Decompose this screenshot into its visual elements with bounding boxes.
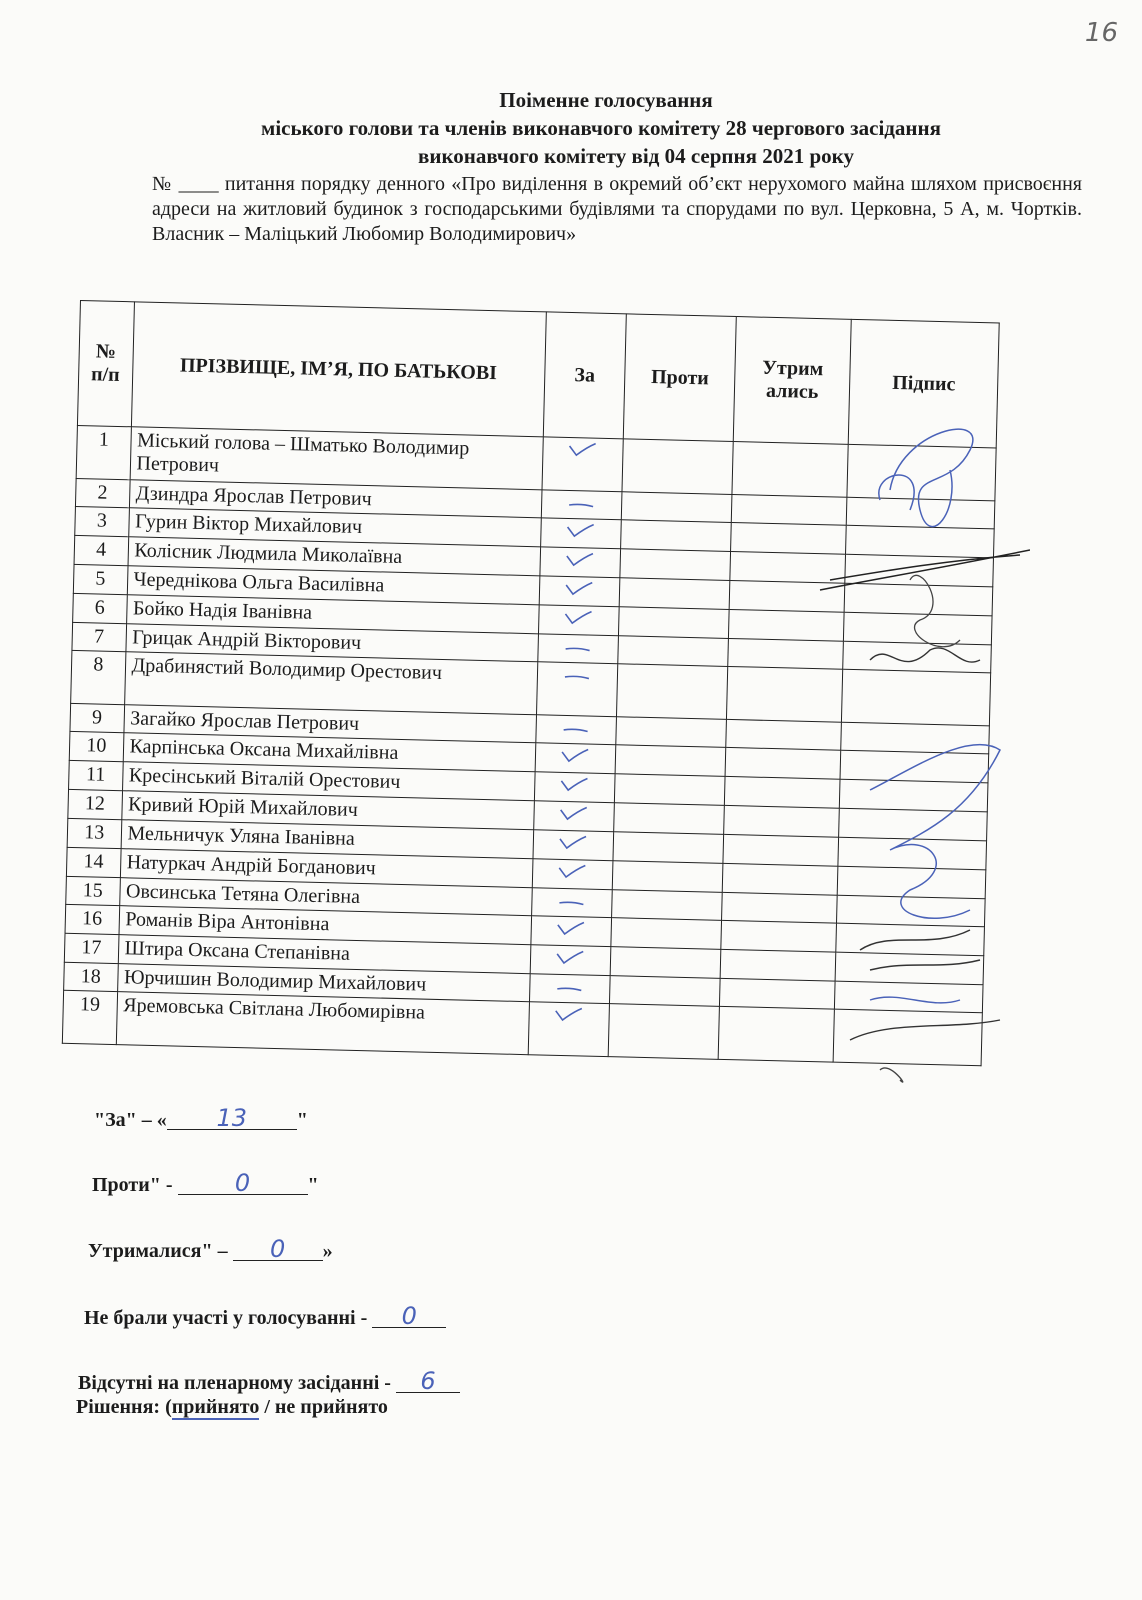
vote-for-cell bbox=[532, 859, 613, 890]
summary-against-value: 0 bbox=[178, 1172, 308, 1195]
checkmark-icon bbox=[555, 920, 588, 943]
row-number: 11 bbox=[69, 760, 123, 790]
row-name: Натуркач Андрій Богданович bbox=[120, 849, 533, 888]
row-number: 9 bbox=[70, 703, 124, 732]
dash-icon bbox=[561, 665, 594, 688]
vote-against-cell bbox=[619, 578, 730, 610]
vote-for-cell bbox=[538, 634, 619, 664]
title-line-2: міського голови та членів виконавчого комітету 28 чергового засідання bbox=[261, 116, 941, 140]
row-number: 14 bbox=[66, 847, 120, 877]
vote-against-cell bbox=[618, 636, 729, 667]
signature-scribbles bbox=[810, 410, 1030, 1090]
vote-for-cell bbox=[541, 490, 622, 520]
vote-for-cell bbox=[531, 916, 612, 947]
vote-against-cell bbox=[621, 492, 732, 523]
summary-abstained-value: 0 bbox=[233, 1238, 323, 1261]
row-name: Овсинська Тетяна Олегівна bbox=[119, 878, 532, 916]
row-name: Міський голова – Шматько Володимир Петрович bbox=[130, 427, 543, 490]
row-name: Яремовська Світлана Любомирівна bbox=[116, 992, 529, 1055]
summary-absent bbox=[78, 1367, 460, 1395]
vote-against-cell bbox=[608, 1004, 719, 1060]
checkmark-icon bbox=[558, 776, 591, 799]
row-number: 4 bbox=[74, 535, 128, 565]
vote-against-cell bbox=[620, 549, 731, 581]
row-number: 10 bbox=[69, 731, 123, 761]
dash-icon bbox=[565, 493, 598, 516]
summary-decision bbox=[76, 1396, 388, 1419]
row-name: Кривий Юрій Михайлович bbox=[121, 791, 534, 830]
vote-for-cell bbox=[531, 888, 612, 918]
vote-against-cell bbox=[615, 774, 726, 806]
vote-against-cell bbox=[619, 607, 730, 639]
row-name: Колісник Людмила Миколаївна bbox=[128, 537, 541, 576]
row-number: 13 bbox=[67, 818, 121, 848]
vote-for-cell bbox=[535, 743, 616, 774]
checkmark-icon bbox=[559, 747, 592, 770]
vote-against-cell bbox=[612, 890, 723, 921]
vote-for-cell bbox=[540, 547, 621, 578]
vote-for-cell bbox=[536, 715, 617, 745]
summary-abstained bbox=[88, 1235, 333, 1263]
row-number: 7 bbox=[72, 622, 126, 651]
dash-icon bbox=[556, 891, 589, 914]
vote-for-cell bbox=[529, 974, 610, 1004]
row-name: Бойко Надія Іванівна bbox=[126, 595, 539, 634]
summary-for-value: 13 bbox=[167, 1107, 297, 1130]
title-line-3: виконавчого комітету від 04 серпня 2021 року bbox=[418, 144, 854, 168]
summary-no-participation bbox=[84, 1302, 446, 1330]
vote-against-cell bbox=[610, 976, 721, 1007]
summary-for-end: " bbox=[296, 1109, 308, 1131]
row-name: Кресінський Віталій Орестович bbox=[122, 762, 535, 801]
vote-against-cell bbox=[612, 861, 723, 893]
checkmark-icon bbox=[556, 863, 589, 886]
row-number: 5 bbox=[73, 564, 127, 594]
agenda-subject: № ____ питання порядку денного «Про виділення в окремий об’єкт нерухомого майна шляхом присвоєння адреси на житловий будинок з господарськими будівлями та спорудами по вул. Церковна, 5 А, м. Чортків. Власник – Маліцький Любомир Володимирович» bbox=[152, 173, 1082, 245]
vote-against-cell bbox=[621, 520, 732, 552]
summary-against bbox=[92, 1169, 319, 1197]
row-number: 3 bbox=[75, 506, 129, 536]
row-number: 15 bbox=[66, 876, 120, 905]
row-name: Штира Оксана Степанівна bbox=[118, 935, 531, 974]
decision-label: Рішення: ( bbox=[76, 1396, 172, 1418]
checkmark-icon bbox=[564, 551, 597, 574]
vote-against-cell bbox=[614, 803, 725, 835]
vote-for-cell bbox=[528, 1002, 610, 1057]
row-number: 19 bbox=[62, 990, 117, 1044]
checkmark-icon bbox=[563, 580, 596, 603]
summary-against-label: Проти" - bbox=[92, 1174, 178, 1196]
vote-for-cell bbox=[534, 772, 615, 803]
dash-icon bbox=[553, 977, 586, 1000]
vote-for-cell bbox=[536, 662, 618, 717]
vote-against-cell bbox=[611, 918, 722, 950]
summary-abstained-end: » bbox=[322, 1240, 333, 1262]
vote-against-cell bbox=[617, 664, 728, 720]
summary-absent-label: Відсутні на пленарному засіданні - bbox=[78, 1372, 396, 1394]
page-number: 16 bbox=[1084, 18, 1118, 48]
checkmark-icon bbox=[557, 834, 590, 857]
checkmark-icon bbox=[565, 522, 598, 545]
decision-rest: / не прийнято bbox=[259, 1396, 388, 1418]
summary-for-label: "За" – « bbox=[94, 1109, 167, 1131]
row-number: 2 bbox=[75, 478, 129, 507]
row-name: Мельничук Уляна Іванівна bbox=[121, 820, 534, 859]
vote-for-cell bbox=[533, 801, 614, 832]
summary-for bbox=[94, 1104, 308, 1132]
row-number: 8 bbox=[71, 650, 126, 704]
vote-for-cell bbox=[530, 945, 611, 976]
row-name: Загайко Ярослав Петрович bbox=[123, 705, 536, 743]
header-num: № п/п bbox=[77, 301, 134, 427]
summary-no-part-label: Не брали участі у голосуванні - bbox=[84, 1307, 373, 1329]
checkmark-icon bbox=[558, 805, 591, 828]
row-number: 6 bbox=[73, 593, 127, 623]
vote-for-cell bbox=[542, 437, 624, 492]
row-name: Юрчишин Володимир Михайлович bbox=[117, 964, 530, 1002]
decision-adopted: прийнято bbox=[171, 1396, 260, 1418]
summary-absent-value: 6 bbox=[396, 1370, 460, 1393]
row-name: Романів Віра Антонівна bbox=[119, 906, 532, 945]
vote-against-cell bbox=[615, 745, 726, 777]
vote-against-cell bbox=[610, 947, 721, 979]
vote-against-cell bbox=[616, 717, 727, 748]
summary-no-part-value: 0 bbox=[372, 1305, 446, 1328]
checkmark-icon bbox=[562, 609, 595, 632]
checkmark-icon bbox=[553, 1006, 586, 1029]
row-number: 1 bbox=[76, 425, 131, 479]
row-number: 18 bbox=[64, 962, 118, 991]
summary-against-end: " bbox=[307, 1174, 319, 1196]
summary-abstained-label: Утрималися" – bbox=[88, 1240, 233, 1262]
checkmark-icon bbox=[554, 949, 587, 972]
header-signature: Підпис bbox=[848, 319, 999, 448]
vote-for-cell bbox=[539, 576, 620, 607]
header-for: За bbox=[543, 312, 626, 439]
vote-for-cell bbox=[538, 605, 619, 636]
header-name: ПРІЗВИЩЕ, ІМ’Я, ПО БАТЬКОВІ bbox=[131, 302, 546, 437]
row-name: Череднікова Ольга Василівна bbox=[127, 566, 540, 605]
header-abstained: Утрим ались bbox=[733, 317, 851, 445]
vote-for-cell bbox=[533, 830, 614, 861]
row-name: Драбинястий Володимир Орестович bbox=[124, 652, 537, 715]
title-block bbox=[0, 86, 1142, 170]
vote-against-cell bbox=[613, 832, 724, 864]
row-name: Грицак Андрій Вікторович bbox=[125, 624, 538, 662]
row-name: Карпінська Оксана Михайлівна bbox=[123, 733, 536, 772]
row-name: Дзиндра Ярослав Петрович bbox=[129, 480, 542, 518]
vote-for-cell bbox=[540, 518, 621, 549]
header-against: Проти bbox=[623, 314, 736, 442]
dash-icon bbox=[562, 637, 595, 660]
vote-against-cell bbox=[622, 439, 733, 495]
checkmark-icon bbox=[567, 441, 600, 464]
row-number: 12 bbox=[68, 789, 122, 819]
title-line-1: Поіменне голосування bbox=[499, 88, 713, 112]
row-number: 17 bbox=[64, 933, 118, 963]
row-name: Гурин Віктор Михайлович bbox=[128, 508, 541, 547]
dash-icon bbox=[560, 718, 593, 741]
row-number: 16 bbox=[65, 904, 119, 934]
